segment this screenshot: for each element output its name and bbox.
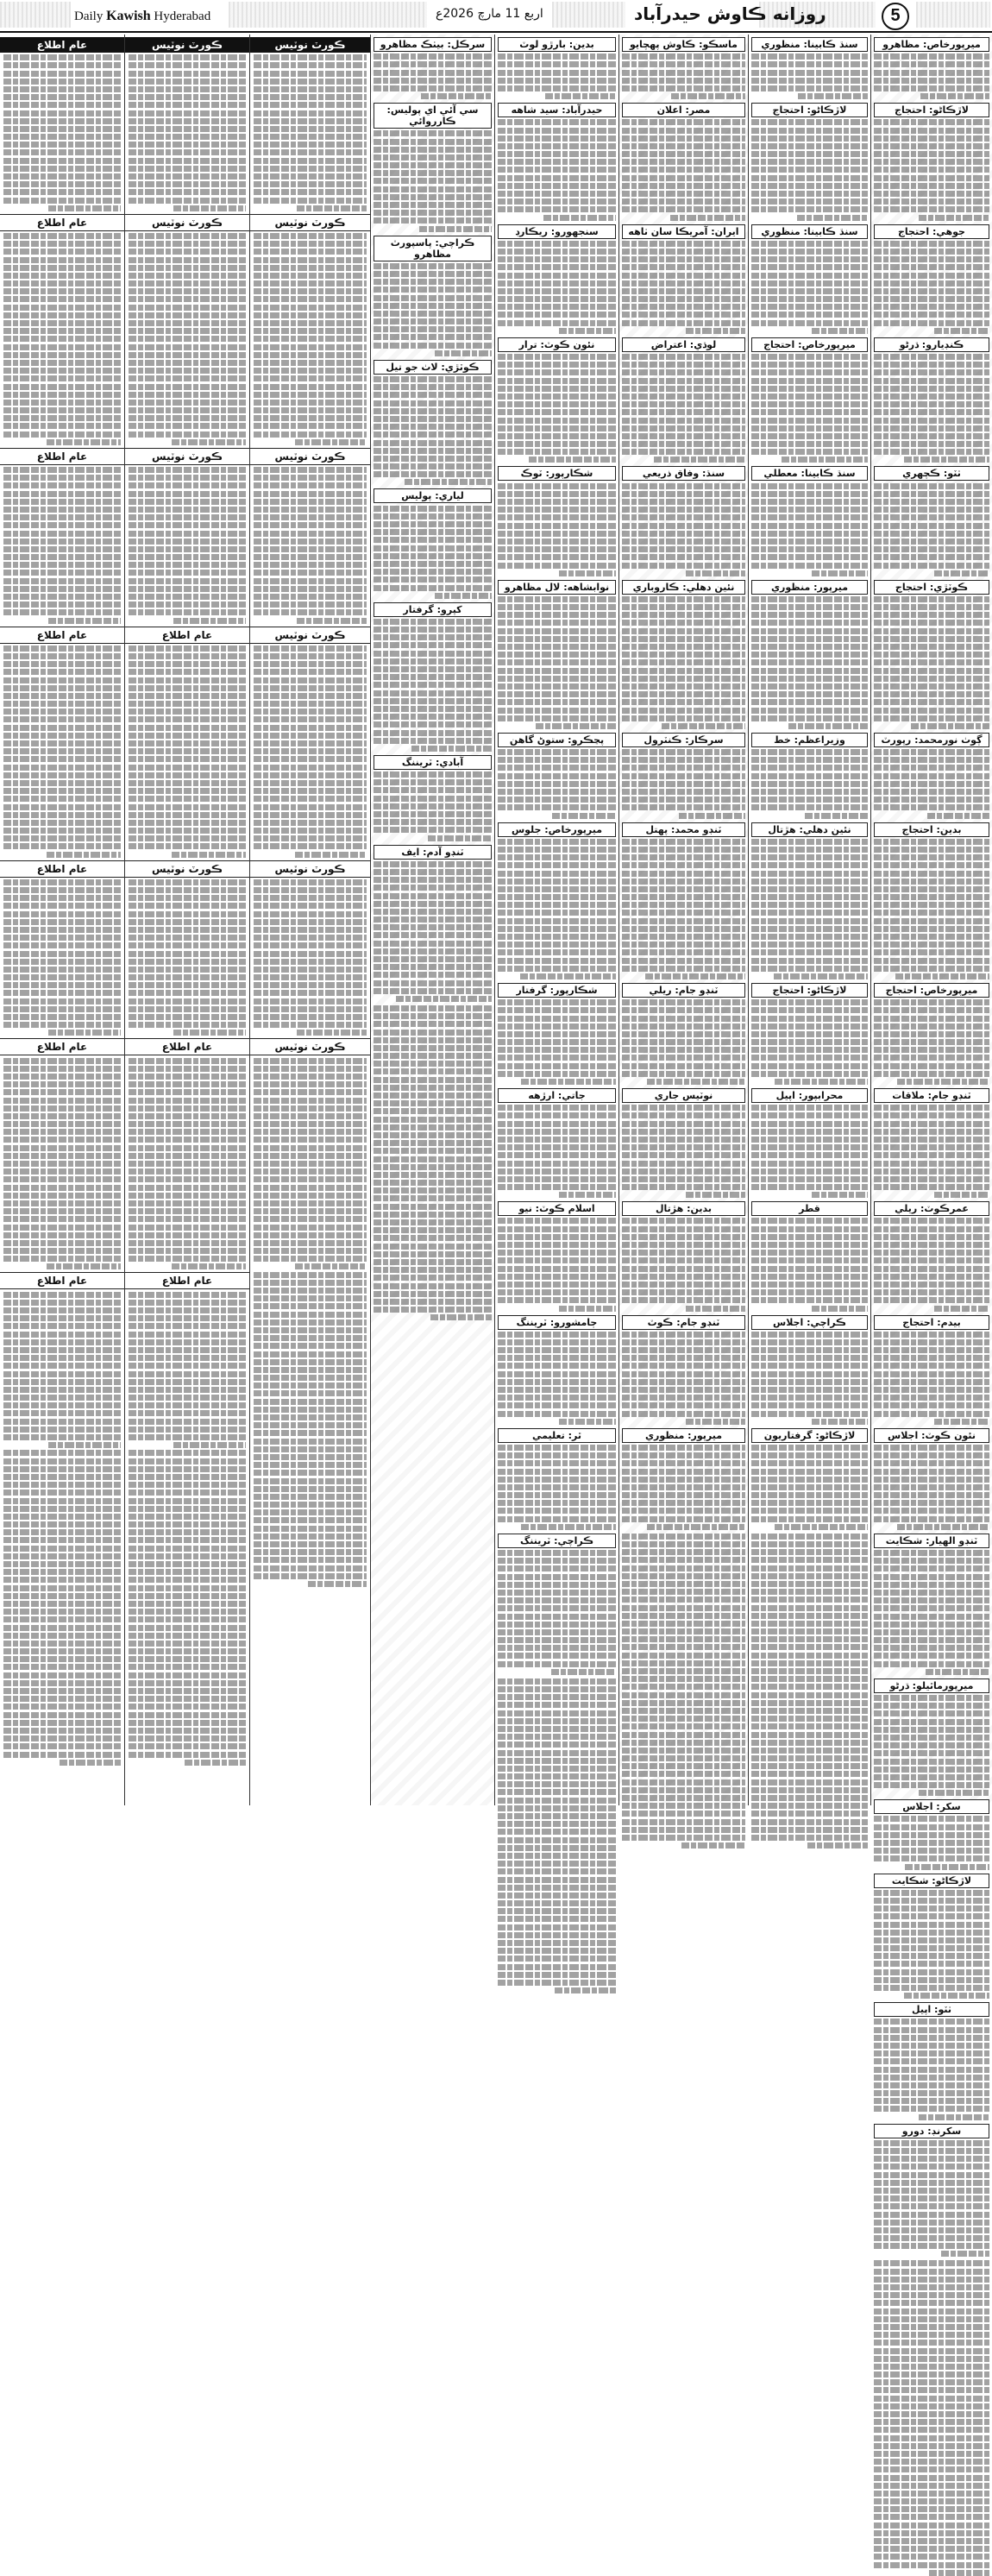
news-article (498, 337, 616, 463)
article-headline: اسلام ڪوٽ: نيو (498, 1201, 616, 1216)
article-body (498, 999, 616, 1085)
article-body (751, 1218, 868, 1311)
article-body (874, 241, 989, 334)
news-article (751, 1315, 868, 1425)
article-headline: ڪوٽڙي: احتجاج (874, 580, 989, 595)
notice-body (3, 1292, 121, 1449)
news-article (874, 224, 989, 334)
news-article (498, 1534, 616, 1675)
article-body (751, 749, 868, 819)
news-column-1 (871, 35, 992, 2137)
article-headline: ٿر: تعليمي (498, 1428, 616, 1443)
article-body (874, 2260, 989, 2575)
article-headline: ڪوٽڙي: لاٺ جو تيل (374, 360, 492, 375)
page-number: 5 (882, 3, 909, 30)
article-body (874, 1816, 989, 1869)
article-body (874, 999, 989, 1085)
article-headline: ٽنڊو جام: ڪوٽ (622, 1315, 745, 1330)
issue-date: اربع 11 مارچ 2026ع (436, 7, 543, 21)
article-body (374, 506, 492, 599)
article-headline: لاڙڪاڻو: گرفتاريون (751, 1428, 868, 1443)
article-headline: محرابپور: اپيل (751, 1088, 868, 1103)
article-headline: ٽنڊو آدم: ايف (374, 845, 492, 860)
article-body (498, 1218, 616, 1311)
article-body (498, 749, 616, 819)
article-body (751, 354, 868, 463)
article-body (751, 1332, 868, 1425)
notice-body (254, 1058, 367, 1270)
news-article (751, 1534, 868, 1849)
article-headline: لاڙڪاڻو: احتجاج (874, 103, 989, 117)
notice-heading: عام اطلاع (125, 1272, 249, 1289)
article-body (874, 1695, 989, 1796)
news-article (498, 1201, 616, 1311)
article-body (374, 861, 492, 1002)
news-article (751, 733, 868, 819)
article-body (874, 1445, 989, 1530)
news-article (874, 1799, 989, 1869)
article-headline: سي آئي اي پوليس: ڪارروائي (374, 103, 492, 129)
news-article (374, 602, 492, 752)
news-article (374, 1005, 492, 1320)
notice-heading: ڪورٽ نوٽيس (250, 214, 370, 231)
news-article (751, 337, 868, 463)
notice-heading: عام اطلاع (125, 1038, 249, 1055)
article-body (374, 376, 492, 485)
article-headline: ميرپور: منظوري (751, 580, 868, 595)
news-article (622, 733, 745, 819)
article-headline: لوڌي: اعتراض (622, 337, 745, 352)
article-body (622, 999, 745, 1085)
news-article (622, 1315, 745, 1425)
article-headline: بدين: بارڙو لوٽ (498, 37, 616, 52)
article-body (374, 619, 492, 752)
article-body (622, 54, 745, 99)
article-body (874, 596, 989, 729)
article-body (751, 1105, 868, 1198)
article-body (622, 119, 745, 220)
article-headline: سرڪار: ڪنٽرول (622, 733, 745, 747)
news-article (622, 983, 745, 1085)
news-article (874, 2124, 989, 2258)
news-article (751, 822, 868, 979)
notice-heading: ڪورٽ نوٽيس (250, 860, 370, 878)
article-body (622, 354, 745, 463)
news-article (498, 1315, 616, 1425)
article-body (498, 1445, 616, 1530)
article-body (498, 596, 616, 729)
news-article (498, 103, 616, 220)
article-body (874, 1332, 989, 1425)
article-body (498, 354, 616, 463)
news-article (622, 822, 745, 979)
article-headline: ٽنڊو الهيار: شڪايت (874, 1534, 989, 1548)
article-headline: جاتي: ارڙهه (498, 1088, 616, 1103)
notice-heading: ڪورٽ نوٽيس (125, 448, 249, 465)
news-article (751, 103, 868, 220)
article-headline: لاڙڪاڻو: احتجاج (751, 103, 868, 117)
news-article (498, 983, 616, 1085)
notice-body (254, 879, 367, 1036)
article-headline: حيدرآباد: سيد شاهه (498, 103, 616, 117)
notice-body (129, 54, 246, 211)
notice-body (3, 467, 121, 624)
article-body (498, 1550, 616, 1675)
news-article (874, 2002, 989, 2119)
article-body (622, 241, 745, 334)
article-body (751, 839, 868, 979)
article-headline: شڪارپور: ٽوڪ (498, 466, 616, 481)
notice-body (129, 467, 246, 624)
article-headline: نئين دهلي: هڙتال (751, 822, 868, 837)
article-body (874, 839, 989, 979)
news-article (751, 37, 868, 99)
article-body (498, 241, 616, 334)
article-headline: ڪراچي: پاسپورٽ مظاهرو (374, 236, 492, 261)
article-headline: عمرڪوٽ: ريلي (874, 1201, 989, 1216)
news-article (874, 1874, 989, 2000)
article-body (874, 749, 989, 819)
article-headline: کپرو: گرفتار (374, 602, 492, 617)
news-article (622, 1534, 745, 1849)
notice-section-title: ڪورٽ نوٽيس (125, 37, 249, 53)
article-body (874, 2019, 989, 2119)
article-headline: بيدم: احتجاج (874, 1315, 989, 1330)
article-body (874, 1105, 989, 1198)
article-headline: وزيراعظم: خط (751, 733, 868, 747)
article-body (498, 54, 616, 99)
article-body (374, 1005, 492, 1320)
article-headline: ٺٽو: اپيل (874, 2002, 989, 2017)
article-body (751, 596, 868, 729)
notice-body (129, 879, 246, 1036)
article-headline: لياري: پوليس (374, 488, 492, 503)
notice-body (254, 646, 367, 858)
news-article (874, 37, 989, 99)
article-body (374, 772, 492, 841)
article-body (874, 119, 989, 220)
notice-section-title: ڪورٽ نوٽيس (250, 37, 370, 53)
article-headline: ٽنڊو محمد: پهتل (622, 822, 745, 837)
article-headline: ٽنڊو جام: ريلي (622, 983, 745, 998)
news-article (751, 466, 868, 576)
news-article (498, 1428, 616, 1530)
article-headline: ميرپورماٿيلو: ڌرڻو (874, 1678, 989, 1693)
notice-body (129, 1292, 246, 1449)
banner-pattern (916, 2, 990, 28)
article-headline: ميرپورخاص: احتجاج (874, 983, 989, 998)
news-article (874, 103, 989, 220)
news-article (874, 466, 989, 576)
article-body (874, 1218, 989, 1311)
article-body (622, 839, 745, 979)
news-article (874, 822, 989, 979)
news-article (622, 337, 745, 463)
notice-heading: ڪورٽ نوٽيس (250, 627, 370, 644)
article-headline: ميرپورخاص: جلوس (498, 822, 616, 837)
article-body (874, 1890, 989, 1999)
article-headline: قطر (751, 1201, 868, 1216)
article-body (751, 54, 868, 99)
article-body (874, 354, 989, 463)
notice-body (3, 54, 121, 211)
article-body (874, 483, 989, 576)
article-body (622, 1445, 745, 1530)
news-article (874, 1428, 989, 1530)
notice-body (3, 1058, 121, 1270)
news-article (622, 224, 745, 334)
news-article (751, 224, 868, 334)
notice-body (254, 233, 367, 445)
article-headline: بدين: هڙتال (622, 1201, 745, 1216)
article-headline: نئون ڪوٽ: ترار (498, 337, 616, 352)
article-body (751, 1534, 868, 1849)
newspaper-title: روزانه ڪاوش حيدرآباد (634, 3, 826, 24)
news-article (498, 224, 616, 334)
article-body (622, 596, 745, 729)
article-headline: ڪنڊيارو: ڌرڻو (874, 337, 989, 352)
article-body (622, 1534, 745, 1849)
article-body (498, 1105, 616, 1198)
article-headline: ڪراچي: ٽريننگ (498, 1534, 616, 1548)
notice-body (3, 233, 121, 445)
article-body (622, 483, 745, 576)
article-headline: سنڌ ڪابينا: معطلي (751, 466, 868, 481)
news-article (874, 983, 989, 1085)
notice-body (254, 54, 367, 211)
article-body (374, 130, 492, 231)
notice-heading: عام اطلاع (0, 1272, 124, 1289)
notice-heading: ڪورٽ نوٽيس (250, 448, 370, 465)
notice-heading: ڪورٽ نوٽيس (125, 214, 249, 231)
news-article (874, 1201, 989, 1311)
news-article (622, 1201, 745, 1311)
news-article (498, 822, 616, 979)
news-article (622, 580, 745, 729)
news-column-5 (371, 35, 495, 1805)
notice-body (129, 1058, 246, 1270)
article-headline: ڄامشورو: ٽريننگ (498, 1315, 616, 1330)
news-article (874, 1315, 989, 1425)
banner-pattern (229, 2, 427, 28)
article-headline: سنڌ ڪابينا: منظوري (751, 37, 868, 52)
news-article (622, 103, 745, 220)
article-headline: ماسڪو: ڪاوش پهچايو (622, 37, 745, 52)
article-headline: سرڪل: بيٺڪ مظاهرو (374, 37, 492, 52)
banner-pattern (552, 2, 625, 28)
article-headline: ايران: آمريڪا سان ٺاهه (622, 224, 745, 239)
english-title-prefix: Daily (74, 9, 104, 23)
news-article (874, 733, 989, 819)
notice-body (3, 1450, 121, 1765)
article-body (751, 119, 868, 220)
news-article (874, 580, 989, 729)
english-title (74, 9, 210, 24)
news-article (751, 1428, 868, 1530)
news-article (622, 37, 745, 99)
news-article (374, 236, 492, 356)
notice-heading: عام اطلاع (0, 1038, 124, 1055)
banner-pattern (0, 2, 71, 28)
article-body (622, 1105, 745, 1198)
news-article (498, 37, 616, 99)
article-headline: ميرپورخاص: مظاهرو (874, 37, 989, 52)
article-body (374, 263, 492, 356)
article-headline: ڳوٺ نورمحمد: رپورٽ (874, 733, 989, 747)
article-headline: ميرپورخاص: احتجاج (751, 337, 868, 352)
news-article (498, 733, 616, 819)
news-article (874, 1088, 989, 1198)
news-article (374, 103, 492, 231)
news-article (498, 466, 616, 576)
article-body (751, 999, 868, 1085)
news-article (751, 580, 868, 729)
article-body (751, 241, 868, 334)
news-column-4 (495, 35, 619, 1805)
article-headline: لاڙڪاڻو: احتجاج (751, 983, 868, 998)
news-article (374, 755, 492, 841)
news-article (498, 1678, 616, 1993)
news-article (374, 37, 492, 99)
article-headline: شڪارپور: گرفتار (498, 983, 616, 998)
news-article (751, 1088, 868, 1198)
news-column-2 (749, 35, 871, 1805)
news-article (374, 845, 492, 1002)
news-article (874, 1534, 989, 1675)
article-body (874, 1550, 989, 1675)
article-headline: نئون ڪوٽ: اجلاس (874, 1428, 989, 1443)
article-body (498, 1332, 616, 1425)
article-headline: سکرنڊ: دورو (874, 2124, 989, 2138)
notice-body (129, 233, 246, 445)
notices-column-3 (0, 35, 125, 1805)
news-article (498, 580, 616, 729)
article-headline: نوٽيس جاري (622, 1088, 745, 1103)
article-headline: ڪراچي: اجلاس (751, 1315, 868, 1330)
article-headline: لاڙڪاڻو: شڪايت (874, 1874, 989, 1888)
article-body (622, 1332, 745, 1425)
english-title-name: Kawish (106, 9, 151, 23)
notice-heading: عام اطلاع (125, 627, 249, 644)
article-headline: جوهي: احتجاج (874, 224, 989, 239)
article-headline: آبادي: ٽريننگ (374, 755, 492, 770)
article-body (751, 1445, 868, 1530)
english-title-city: Hyderabad (154, 9, 211, 23)
article-headline: مصر: اعلان (622, 103, 745, 117)
news-article (498, 1088, 616, 1198)
notice-body (3, 879, 121, 1036)
article-body (874, 2140, 989, 2258)
notices-column-2 (125, 35, 250, 1805)
article-body (498, 483, 616, 576)
notices-column-1 (250, 35, 371, 1805)
article-headline: سنڌ: وفاق ذريعي (622, 466, 745, 481)
notice-body (129, 646, 246, 858)
masthead (0, 0, 992, 33)
article-headline: پڃڪرو: ستوڻ گاهن (498, 733, 616, 747)
article-headline: ٺٽو: ڪچهري (874, 466, 989, 481)
notice-body (254, 467, 367, 624)
notice-body (129, 1450, 246, 1765)
news-article (374, 488, 492, 598)
news-article (751, 983, 868, 1085)
article-headline: بدين: احتجاج (874, 822, 989, 837)
news-article (751, 1201, 868, 1311)
notice-section-title: عام اطلاع (0, 37, 124, 53)
article-headline: سنجهورو: ريڪارڊ (498, 224, 616, 239)
article-body (751, 483, 868, 576)
article-body (622, 1218, 745, 1311)
news-article (622, 1428, 745, 1530)
notice-heading: ڪورٽ نوٽيس (250, 1038, 370, 1055)
notice-heading: عام اطلاع (0, 448, 124, 465)
news-article (874, 2260, 989, 2575)
article-headline: نوابشاهه: لال مظاهرو (498, 580, 616, 595)
article-headline: ميرپور: منظوري (622, 1428, 745, 1443)
notice-heading: عام اطلاع (0, 627, 124, 644)
article-headline: نئين دهلي: ڪاروباري (622, 580, 745, 595)
news-article (874, 337, 989, 463)
notice-heading: عام اطلاع (0, 860, 124, 878)
article-headline: سکر: اجلاس (874, 1799, 989, 1814)
news-article (622, 1088, 745, 1198)
news-column-3 (619, 35, 749, 1805)
article-body (498, 839, 616, 979)
article-body (622, 749, 745, 819)
notice-heading: ڪورٽ نوٽيس (125, 860, 249, 878)
notice-heading: عام اطلاع (0, 214, 124, 231)
article-headline: سنڌ ڪابينا: منظوري (751, 224, 868, 239)
article-body (374, 54, 492, 99)
article-body (498, 119, 616, 220)
news-article (874, 1678, 989, 1796)
news-article (622, 466, 745, 576)
notice-body (3, 646, 121, 858)
notice-body (254, 1272, 367, 1587)
article-headline: ٽنڊو جام: ملاقات (874, 1088, 989, 1103)
article-body (874, 54, 989, 99)
news-article (374, 360, 492, 486)
article-body (498, 1678, 616, 1993)
